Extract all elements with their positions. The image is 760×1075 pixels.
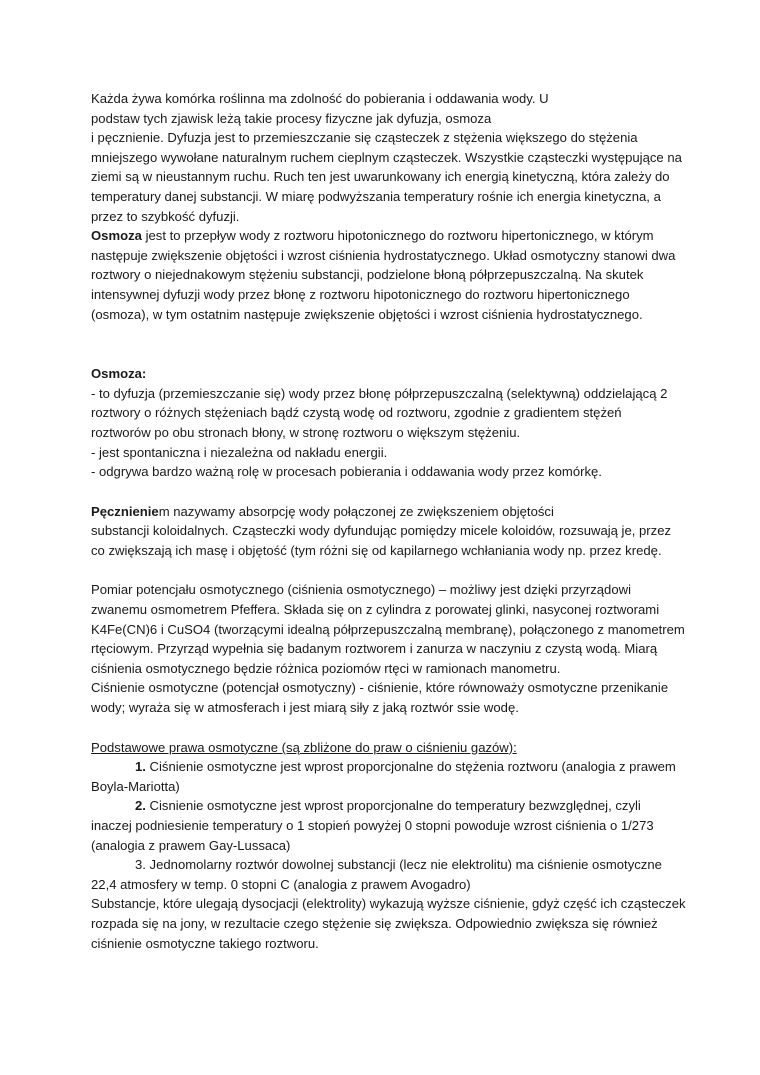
law-1 (91, 757, 679, 777)
text-line (91, 502, 679, 522)
pomiar-paragraph (91, 580, 685, 717)
prawa-section (91, 738, 686, 954)
prawa-heading: Podstawowe prawa osmotyczne (są zbliżone do praw o ciśnieniu gazów): (91, 739, 517, 755)
pecznienie-term: Pęcznienie (91, 503, 159, 519)
text-line: Każda żywa komórka roślinna ma zdolność do pobierania i oddawania wody. U (91, 91, 549, 106)
text-line: (osmoza), w tym ostatnim następuje zwiększenie objętości i wzrost ciśnienia hydrostatycznego. (91, 306, 643, 322)
text-line: 22,4 atmosfery w temp. 0 stopni C (analogia z prawem Avogadro) (91, 876, 471, 892)
text-line: temperatury danej substancji. W miarę podwyższania temperatury rośnie ich energia kinetyczna, a (91, 188, 661, 204)
text-line: wody; wyraża się w atmosferach i jest miarą siły z jaką roztwór ssie wodę. (91, 700, 519, 716)
osmoza-heading: Osmoza: (91, 366, 147, 382)
law-number: 2. (135, 798, 146, 814)
text-line: Pomiar potencjału osmotycznego (ciśnienia osmotycznego) – możliwy jest dzięki przyrządowi (91, 582, 631, 598)
text-span: jest to przepływ wody z roztworu hipotonicznego do roztworu hipertonicznego, w którym (141, 228, 654, 244)
text-line: - odgrywa bardzo ważną rolę w procesach pobierania i oddawania wody przez komórkę. (91, 464, 602, 480)
text-line: mniejszego wywołane naturalnym ruchem cieplnym cząsteczek. Wszystkie cząsteczki występujące na (91, 149, 682, 165)
text-line: (analogia z prawem Gay-Lussaca) (91, 837, 291, 853)
text-line: następuje zwiększenie objętości i wzrost ciśnienia hydrostatycznego. Układ osmotyczny stanowi dwa (91, 247, 676, 263)
text-span: Ciśnienie osmotyczne jest wprost proporcjonalne do stężenia roztworu (analogia z prawem (145, 759, 676, 775)
text-line: ziemi są w nieustannym ruchu. Ruch ten jest uwarunkowany ich energią kinetyczną, która zależy do (91, 169, 670, 185)
text-line (91, 226, 679, 246)
text-line: ciśnienia osmotycznego będzie różnica poziomów rtęci w ramionach manometru. (91, 660, 561, 676)
text-line: substancji koloidalnych. Cząsteczki wody dyfundując pomiędzy micele koloidów, rozsuwają je, przez (91, 523, 672, 539)
text-line: ciśnienie osmotyczne takiego roztworu. (91, 935, 319, 951)
text-line: K4Fe(CN)6 i CuSO4 (tworzącymi idealną półprzepuszczalną membranę), połączonego z manometrem (91, 621, 685, 637)
text-line: rozpada się na jony, w rezultacie czego stężenie się zwiększa. Odpowiednio zwiększa się również (91, 915, 658, 931)
pecznienie-paragraph (91, 502, 679, 561)
law-3: 3. Jednomolarny roztwór dowolnej substancji (lecz nie elektrolitu) ma ciśnienie osmotyczne (135, 857, 662, 873)
text-span: m nazywamy absorpcję wody połączonej ze zwiększeniem objętości (158, 503, 554, 519)
text-line: przez to szybkość dyfuzji. (91, 208, 240, 224)
text-line: i pęcznienie. Dyfuzja jest to przemieszczanie się cząsteczek z stężenia większego do stężenia (91, 130, 638, 146)
text-line: roztworów po obu stronach błony, w stronę roztworu o większym stężeniu. (91, 424, 521, 440)
text-line: rtęciowym. Przyrząd wypełnia się badanym roztworem i zanurza w naczyniu z czystą wodą. Miarą (91, 641, 658, 657)
osmoza-list (91, 364, 679, 482)
text-line: podstaw tych zjawisk leżą takie procesy fizyczne jak dyfuzja, osmoza (91, 110, 492, 126)
text-line: Boyla-Mariotta) (91, 778, 180, 794)
document-body (91, 89, 686, 953)
text-line: - jest spontaniczna i niezależna od nakładu energii. (91, 444, 388, 460)
text-line: intensywnej dyfuzji wody przez błonę z roztworu hipotonicznego do roztworu hipertonicznego (91, 286, 630, 302)
text-line: roztwory o różnych stężeniach bądź czystą wodę od roztworu, zgodnie z gradientem stężeń (91, 405, 622, 421)
text-line: inaczej podniesienie temperatury o 1 stopień powyżej 0 stopni powoduje wzrost ciśnienia o 1/273 (91, 818, 654, 833)
text-line (91, 364, 679, 384)
text-line: Ciśnienie osmotyczne (potencjał osmotyczny) - ciśnienie, które równoważy osmotyczne przenikanie (91, 680, 669, 696)
text-span: Cisnienie osmotyczne jest wprost proporcjonalne do temperatury bezwzględnej, czyli (145, 798, 641, 814)
text-line: co zwiększają ich masę i objętość (tym różni się od kapilarnego wchłaniania wody np. przez kredę. (91, 542, 662, 558)
osmoza-term: Osmoza (91, 228, 142, 244)
text-line: roztwory o niejednakowym stężeniu substancji, podzielone błoną półprzepuszczalną. Na skutek (91, 267, 644, 283)
law-2 (91, 796, 679, 816)
osmoza-definition (91, 226, 679, 324)
text-line: zwanemu osmometrem Pfeffera. Składa się on z cylindra z porowatej glinki, nasyconej roztworami (91, 602, 660, 618)
text-line: - to dyfuzja (przemieszczanie się) wody przez błonę półprzepuszczalną (selektywną) oddzielającą 2 (91, 385, 668, 401)
law-number: 1. (135, 759, 146, 775)
intro-paragraph (91, 89, 682, 226)
text-line: Substancje, które ulegają dysocjacji (elektrolity) wykazują wyższe ciśnienie, gdyż część ich cząsteczek (91, 896, 686, 912)
